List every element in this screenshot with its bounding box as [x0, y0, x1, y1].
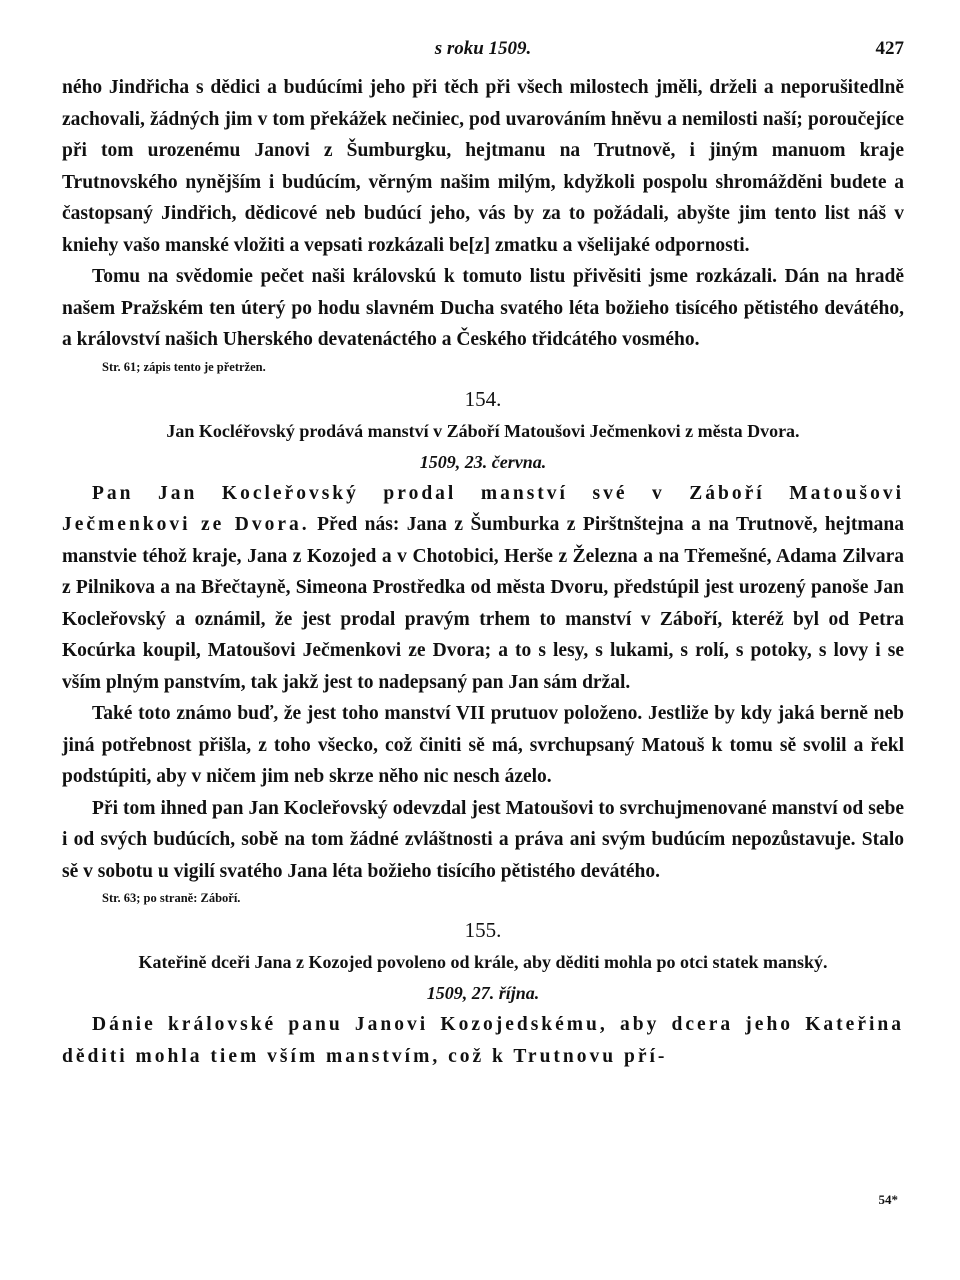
page-header [62, 38, 904, 72]
document-page [62, 38, 904, 1072]
doc155-paragraph-1 [62, 1009, 904, 1072]
page-number: 427 [875, 38, 904, 59]
sheet-signature: 54* [878, 1192, 898, 1207]
doc154-paragraph-1 [62, 478, 904, 699]
doc154-paragraph-3: Při tom ihned pan Jan Kocleřovský odevzdal jest Matoušovi to svrchujmenované manství od sebe i od svých budúcích, sobě na tom žádné zvláštnosti a práva ani svým budúcím nepozůstavuje. Stalo sě v sobotu u vigilí svatého Jana léta božieho tisícího pětistého devátého. [62, 797, 904, 882]
doc155-date: 1509, 27. října. [426, 983, 540, 1003]
doc155-number: 155. [464, 918, 502, 942]
doc154-regest: Jan Kocléřovský prodává manství v Záboří Matoušovi Ječmenkovi z města Dvora. [166, 420, 800, 441]
doc154-date: 1509, 23. června. [419, 451, 547, 472]
running-title: s roku 1509. [434, 38, 532, 59]
doc155-regest: Kateřině dceři Jana z Kozojed povoleno od krále, aby děditi mohla po otci statek manský. [138, 952, 828, 972]
doc154-source-note: Str. 63; po straně: Záboří. [102, 891, 241, 905]
doc155-lead-spaced: Dánie královské panu Janovi Kozojedskému, aby dcera jeho Kateřina děditi mohla tiem vším manstvím, což k Trutnovu pří- [62, 1014, 904, 1067]
doc153-paragraph-2: Tomu na svědomie pečet naši královskú k tomuto listu přivěsiti jsme rozkázali. Dán na hradě našem Pražském ten úterý po hodu slavném Ducha svatého léta božieho tisícého pětistého devátého, a království našich Uherského devatenáctého a Českého třidcátého vosmého. [62, 266, 904, 350]
doc154-number: 154. [464, 386, 502, 411]
doc153-paragraph-1: ného Jindřicha s dědici a budúcími jeho při těch při všech milostech jměli, drželi a neporušitedlně zachovali, žádných jim v tom překážek nečiniec, pod uvarováním hněvu a nemilosti naší; poroučejíce při tom urozenému Janovi z Šumburgku, hejtmanu na Trutnově, i jiným manuom kraje Trutnovského nynějším i budúcím, věrným našim milým, kdyžkoli pospolu shromážděni budete a častopsaný Jindřich, dědicové neb budúcí jeho, vás by za to požádali, abyšte jim tento list náš v kniehy vašo manské vložiti a vepsati rozkázali be[z] zmatku a všelijaké odpornosti. [62, 77, 904, 256]
doc154-lead-rest: Před nás: Jana z Šumburka z Pirštnštejna a na Trutnově, hejtmana manstvie téhož kraje, Jana z Kozojed a v Chotobici, Herše z Železna a na Třemešné, Adama Zilvara z Pilnikova a na Břečtayně, Simeona Prostředka od města Dvoru, předstúpil jest urozený panoše Jan Kocleřovský a oznámil, že jest prodal pravým trhem to manství v Záboří, kteréž byl od Petra Kocúrka koupil, Matoušovi Ječmenkovi ze Dvora; a to s lesy, s lukami, s rolí, s potoky, s lovy i se vším plným panstvím, tak jakž jest to nadepsaný pan Jan sám držal. [62, 514, 904, 693]
doc154-paragraph-2: Také toto známo buď, že jest toho manství VII prutuov položeno. Jestliže by kdy jaká berně neb jiná potřebnost přišla, z toho všecko, což činiti sě má, svrchupsaný Matouš k tomu sě svolil a řekl podstúpiti, aby v ničem jim neb skrze něho nic nesch ázelo. [62, 703, 904, 787]
doc153-source-note: Str. 61; zápis tento je přetržen. [102, 359, 266, 374]
doc154-lead-spaced: Pan Jan Kocleřovský prodal manství své v Záboří Matoušovi Ječmenkovi ze Dvora. [62, 482, 904, 535]
